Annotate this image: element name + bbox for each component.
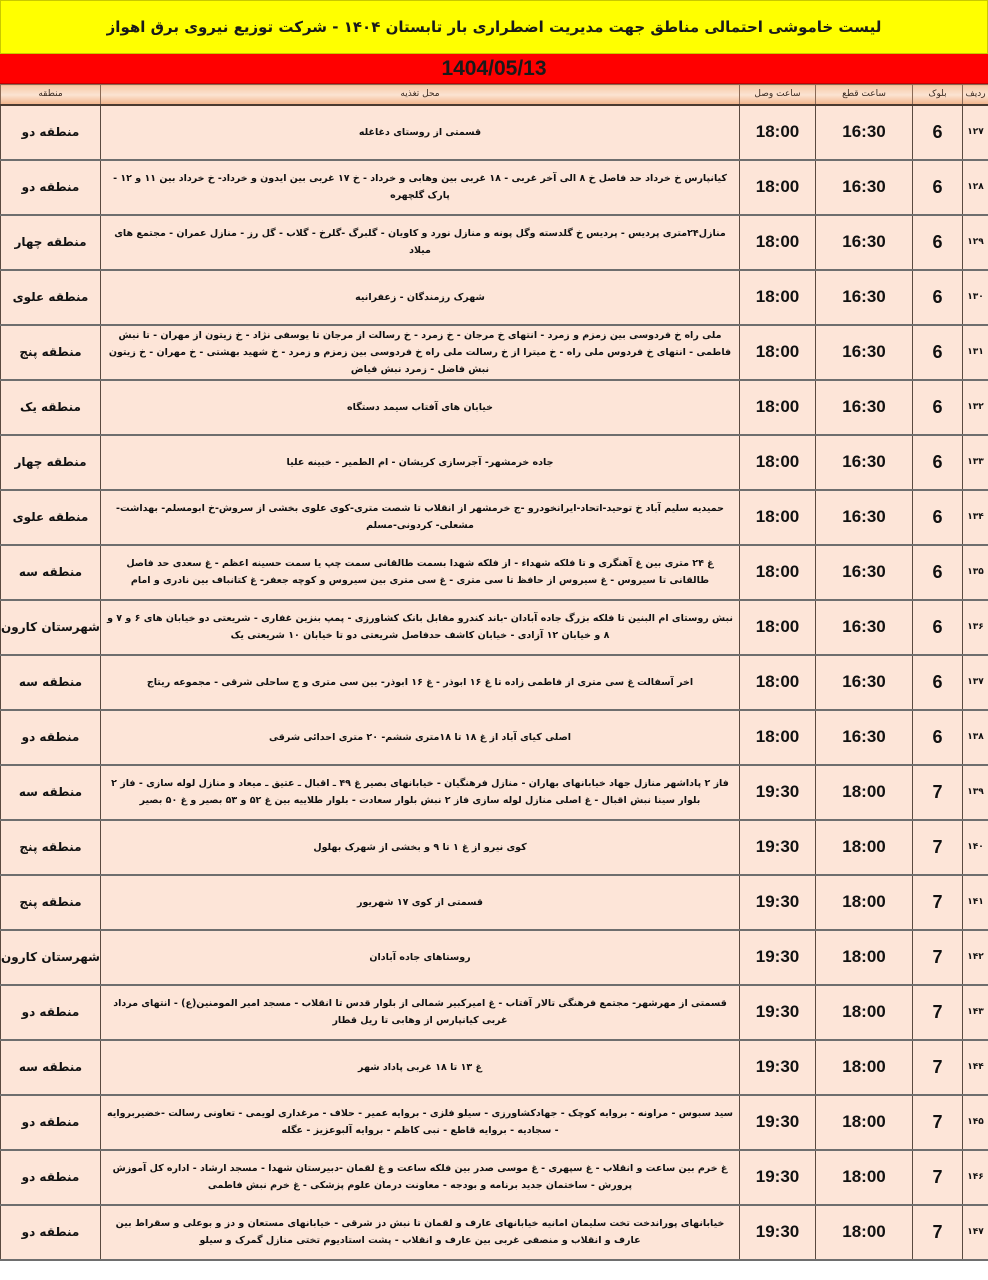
region-cell: منطقه پنج [1, 820, 101, 875]
block-cell: 6 [913, 160, 963, 215]
block-cell: 7 [913, 1205, 963, 1260]
cut-time-cell: 18:00 [816, 930, 913, 985]
cut-time-cell: 16:30 [816, 435, 913, 490]
block-cell: 7 [913, 820, 963, 875]
region-cell: منطقه سه [1, 655, 101, 710]
table-row [1, 105, 988, 160]
location-cell: غ خرم بین ساعت و انقلاب - غ سپهری - غ موسی صدر بین فلکه ساعت و غ لقمان -دبیرستان شهدا - مسجد ارشاد - اداره کل آموزش پرورش - ساختمان جدید برنامه و بودجه - معاونت درمان علوم پزشکی - غ خرم نبش فاطمی [101, 1150, 740, 1205]
document-title-bar [0, 0, 988, 54]
reconnect-time-cell: 19:30 [740, 985, 816, 1040]
schedule-date: 1404/05/13 [441, 56, 547, 80]
table-row [1, 710, 988, 765]
block-cell: 6 [913, 710, 963, 765]
cut-time-cell: 16:30 [816, 710, 913, 765]
location-cell: کوی نیرو از غ ۱ تا ۹ و بخشی از شهرک بهلول [101, 820, 740, 875]
row-number-cell: ۱۳۴ [963, 490, 988, 545]
table-row [1, 325, 988, 380]
block-cell: 6 [913, 545, 963, 600]
reconnect-time-cell: 18:00 [740, 380, 816, 435]
block-cell: 7 [913, 1040, 963, 1095]
block-cell: 6 [913, 380, 963, 435]
cut-time-cell: 16:30 [816, 160, 913, 215]
region-cell: منطقه دو [1, 1205, 101, 1260]
cut-time-cell: 16:30 [816, 270, 913, 325]
column-header-block: بلوک [913, 85, 963, 105]
row-number-cell: ۱۲۸ [963, 160, 988, 215]
column-header-reconnect-time: ساعت وصل [740, 85, 816, 105]
document-title: لیست خاموشی احتمالی مناطق جهت مدیریت اضطراری بار تابستان ۱۴۰۴ - شرکت توزیع نیروی برق اهواز [106, 18, 882, 36]
row-number-cell: ۱۴۷ [963, 1205, 988, 1260]
reconnect-time-cell: 18:00 [740, 270, 816, 325]
reconnect-time-cell: 19:30 [740, 765, 816, 820]
reconnect-time-cell: 19:30 [740, 1095, 816, 1150]
table-row [1, 1095, 988, 1150]
region-cell: منطقه دو [1, 160, 101, 215]
reconnect-time-cell: 18:00 [740, 105, 816, 160]
row-number-cell: ۱۲۷ [963, 105, 988, 160]
reconnect-time-cell: 18:00 [740, 215, 816, 270]
table-row [1, 270, 988, 325]
location-cell: اصلی کیای آباد از غ ۱۸ تا ۱۸متری ششم- ۲۰ متری احدائی شرقی [101, 710, 740, 765]
date-bar [0, 54, 988, 84]
location-cell: قسمتی از مهرشهر- مجتمع فرهنگی تالار آفتاب - غ امیرکبیر شمالی از بلوار قدس تا انقلاب - مسجد امیر المومنین(ع) - انتهای مرداد غربی کیانپارس از وهابی تا ریل قطار [101, 985, 740, 1040]
table-row [1, 600, 988, 655]
cut-time-cell: 16:30 [816, 490, 913, 545]
row-number-cell: ۱۴۶ [963, 1150, 988, 1205]
cut-time-cell: 16:30 [816, 655, 913, 710]
reconnect-time-cell: 18:00 [740, 600, 816, 655]
table-row [1, 875, 988, 930]
row-number-cell: ۱۳۲ [963, 380, 988, 435]
reconnect-time-cell: 18:00 [740, 325, 816, 380]
table-row [1, 1040, 988, 1095]
region-cell: منطقه دو [1, 1095, 101, 1150]
table-row [1, 435, 988, 490]
cut-time-cell: 16:30 [816, 325, 913, 380]
reconnect-time-cell: 19:30 [740, 1150, 816, 1205]
block-cell: 7 [913, 930, 963, 985]
location-cell: غ ۱۳ تا ۱۸ غربی پاداد شهر [101, 1040, 740, 1095]
reconnect-time-cell: 18:00 [740, 490, 816, 545]
cut-time-cell: 16:30 [816, 600, 913, 655]
block-cell: 6 [913, 655, 963, 710]
cut-time-cell: 18:00 [816, 1095, 913, 1150]
cut-time-cell: 18:00 [816, 875, 913, 930]
table-row [1, 820, 988, 875]
table-row [1, 765, 988, 820]
reconnect-time-cell: 18:00 [740, 710, 816, 765]
table-row [1, 160, 988, 215]
table-row [1, 1205, 988, 1260]
region-cell: منطقه چهار [1, 215, 101, 270]
row-number-cell: ۱۴۰ [963, 820, 988, 875]
location-cell: روستاهای جاده آبادان [101, 930, 740, 985]
location-cell: کیانپارس خ خرداد حد فاصل خ ۸ الی آخر غربی - ۱۸ غربی بین وهابی و خرداد - خ ۱۷ غربی بین ایدون و خرداد- خ خرداد بین ۱۱ و ۱۲ - پارک گلچهره [101, 160, 740, 215]
row-number-cell: ۱۳۵ [963, 545, 988, 600]
block-cell: 6 [913, 490, 963, 545]
block-cell: 6 [913, 105, 963, 160]
block-cell: 6 [913, 600, 963, 655]
region-cell: منطقه سه [1, 545, 101, 600]
cut-time-cell: 18:00 [816, 1040, 913, 1095]
table-row [1, 655, 988, 710]
cut-time-cell: 18:00 [816, 820, 913, 875]
region-cell: منطقه دو [1, 1150, 101, 1205]
location-cell: سید سبوس - مراونه - بروایه کوچک - جهادکشاورزی - سیلو فلزی - بروایه عمیر - حلاف - مرغداری لویمی - تعاونی رسالت -خضیربروایه - سجادیه - بروایه قاطع - نبی کاظم - بروایه آلبوعزیز - عگله [101, 1095, 740, 1150]
reconnect-time-cell: 19:30 [740, 820, 816, 875]
cut-time-cell: 18:00 [816, 1150, 913, 1205]
location-cell: اخر آسفالت غ سی متری از فاطمی زاده تا غ ۱۶ ابوذر - غ ۱۶ ابوذر- بین سی متری و ج ساحلی شرقی - مجموعه ریتاج [101, 655, 740, 710]
column-header-location: محل تغذیه [101, 85, 740, 105]
region-cell: منطقه یک [1, 380, 101, 435]
block-cell: 7 [913, 765, 963, 820]
region-cell: منطقه دو [1, 710, 101, 765]
schedule-table [0, 84, 988, 1261]
cut-time-cell: 16:30 [816, 545, 913, 600]
cut-time-cell: 16:30 [816, 215, 913, 270]
column-header-region: منطقه [1, 85, 101, 105]
table-row [1, 985, 988, 1040]
column-header-cut-time: ساعت قطع [816, 85, 913, 105]
block-cell: 7 [913, 875, 963, 930]
location-cell: فاز ۲ پاداشهر منازل جهاد خیابانهای بهاران - منازل فرهنگیان - خیابانهای بصیر غ ۴۹ ـ اقبال ـ عتیق ـ میعاد و منازل لوله سازی - فاز ۲ بلوار سینا نبش اقبال - غ اصلی منازل لوله سازی فاز ۲ نبش بلوار سعادت - بلوار طلاییه بین غ ۵۲ و ۵۳ بصیر و غ ۵۰ بصیر [101, 765, 740, 820]
row-number-cell: ۱۴۲ [963, 930, 988, 985]
region-cell: منطقه پنج [1, 875, 101, 930]
cut-time-cell: 18:00 [816, 765, 913, 820]
block-cell: 6 [913, 270, 963, 325]
row-number-cell: ۱۴۴ [963, 1040, 988, 1095]
location-cell: ملی راه خ فردوسی بین زمزم و زمرد - انتهای خ مرجان - خ زمرد - خ رسالت از مرجان تا یوسفی نژاد - خ زیتون از مهران - تا نبش فاطمی - انتهای خ فردوس ملی راه - خ میترا از خ رسالت ملی راه خ فردوسی بین زمزم و زمرد - خ شهید بهشتی - خ مهران - خ زیتون نبش فاضل - زمرد نبش فیاض [101, 325, 740, 380]
region-cell: منطقه دو [1, 105, 101, 160]
region-cell: منطقه سه [1, 1040, 101, 1095]
block-cell: 6 [913, 215, 963, 270]
location-cell: شهرک رزمندگان - زعفرانیه [101, 270, 740, 325]
block-cell: 7 [913, 1095, 963, 1150]
table-row [1, 545, 988, 600]
cut-time-cell: 16:30 [816, 105, 913, 160]
region-cell: منطقه سه [1, 765, 101, 820]
region-cell: منطقه علوی [1, 490, 101, 545]
row-number-cell: ۱۳۶ [963, 600, 988, 655]
cut-time-cell: 16:30 [816, 380, 913, 435]
location-cell: نبش روستای ام البنین تا فلکه بزرگ جاده آبادان -باند کندرو مقابل بانک کشاورزی - پمپ بنزین غفاری - شریعتی دو خیابان های ۶ و ۷ و ۸ و خیابان ۱۲ آزادی - خیابان کاشف حدفاصل شریعتی دو تا خیابان ۱۰ شریعتی یک [101, 600, 740, 655]
row-number-cell: ۱۴۵ [963, 1095, 988, 1150]
location-cell: قسمتی از روستای دغاغله [101, 105, 740, 160]
reconnect-time-cell: 19:30 [740, 1040, 816, 1095]
row-number-cell: ۱۲۹ [963, 215, 988, 270]
location-cell: حمیدیه سلیم آباد خ توحید-اتحاد-ایرانخودرو -ج خرمشهر از انقلاب تا شصت متری-کوی علوی بخشی از سروش-خ ابومسلم- بهداشت- مشعلی- کردونی-مسلم [101, 490, 740, 545]
location-cell: منازل۲۴متری پردیس - پردیس خ گلدسته وگل پونه و منازل نورد و کاویان - گلبرگ -گلرخ - گلاب - گل رز - منازل عمران - مجتمع های میلاد [101, 215, 740, 270]
location-cell: خیابان های آفتاب سیمد دستگاه [101, 380, 740, 435]
row-number-cell: ۱۳۸ [963, 710, 988, 765]
reconnect-time-cell: 19:30 [740, 875, 816, 930]
row-number-cell: ۱۴۳ [963, 985, 988, 1040]
region-cell: منطقه پنج [1, 325, 101, 380]
table-row [1, 490, 988, 545]
table-header-row [1, 85, 988, 105]
table-row [1, 1150, 988, 1205]
reconnect-time-cell: 18:00 [740, 160, 816, 215]
reconnect-time-cell: 18:00 [740, 435, 816, 490]
reconnect-time-cell: 19:30 [740, 1205, 816, 1260]
cut-time-cell: 18:00 [816, 985, 913, 1040]
column-header-row: ردیف [963, 85, 988, 105]
reconnect-time-cell: 19:30 [740, 930, 816, 985]
table-row [1, 215, 988, 270]
region-cell: منطقه چهار [1, 435, 101, 490]
location-cell: خیابانهای پوراندخت تخت سلیمان امانیه خیابانهای عارف و لقمان تا نبش دز شرقی - خیابانهای مستعان و دز و بوعلی و سقراط بین عارف و انقلاب و منصفی غربی بین عارف و انقلاب - پشت استادیوم تختی منازل گمرک و سیلو [101, 1205, 740, 1260]
table-row [1, 380, 988, 435]
row-number-cell: ۱۳۰ [963, 270, 988, 325]
region-cell: منطقه دو [1, 985, 101, 1040]
location-cell: قسمتی از کوی ۱۷ شهریور [101, 875, 740, 930]
row-number-cell: ۱۴۱ [963, 875, 988, 930]
region-cell: شهرستان کارون [1, 600, 101, 655]
row-number-cell: ۱۳۳ [963, 435, 988, 490]
row-number-cell: ۱۳۱ [963, 325, 988, 380]
block-cell: 7 [913, 1150, 963, 1205]
row-number-cell: ۱۳۹ [963, 765, 988, 820]
location-cell: غ ۲۴ متری بین غ آهنگری و تا فلکه شهداء - از فلکه شهدا بسمت طالقانی سمت چپ یا سمت حسینه اعظم - غ سعدی حد فاصل طالقانی تا سیروس - غ سیروس از حافظ تا سی متری - غ سی متری بین سیروس و کوچه جعفر- غ کتانباف بین نادری و امام [101, 545, 740, 600]
block-cell: 7 [913, 985, 963, 1040]
block-cell: 6 [913, 435, 963, 490]
block-cell: 6 [913, 325, 963, 380]
cut-time-cell: 18:00 [816, 1205, 913, 1260]
region-cell: شهرستان کارون [1, 930, 101, 985]
location-cell: جاده خرمشهر- آجرسازی کریشان - ام الطمیر - خبینه علیا [101, 435, 740, 490]
reconnect-time-cell: 18:00 [740, 655, 816, 710]
reconnect-time-cell: 18:00 [740, 545, 816, 600]
region-cell: منطقه علوی [1, 270, 101, 325]
row-number-cell: ۱۳۷ [963, 655, 988, 710]
table-row [1, 930, 988, 985]
